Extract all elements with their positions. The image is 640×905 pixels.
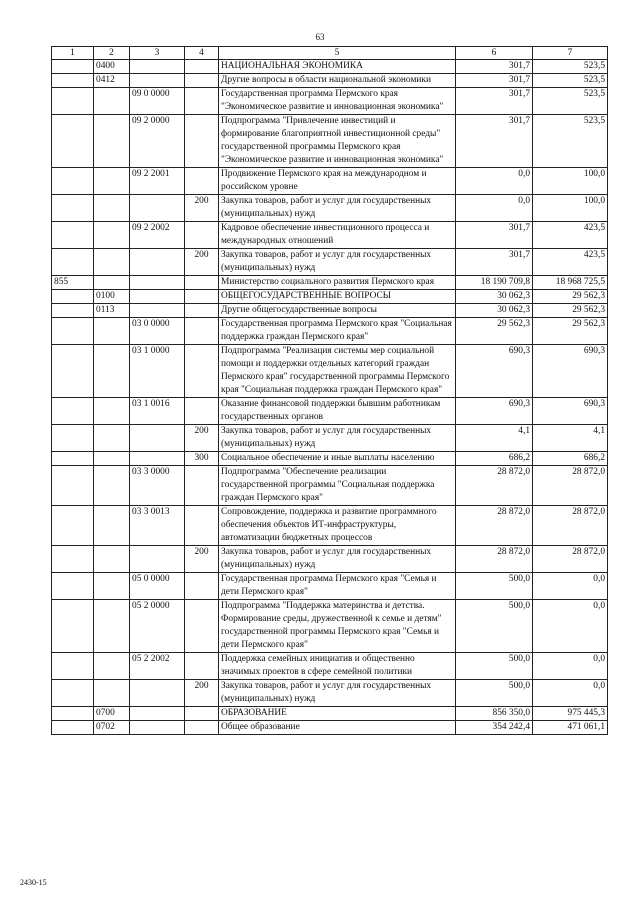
section-code-cell: 0113 xyxy=(94,304,130,318)
amount-2016-cell: 18 190 709,8 xyxy=(456,276,533,290)
expense-type-cell xyxy=(185,573,219,600)
table-row xyxy=(52,452,608,466)
amount-2016-cell: 500,0 xyxy=(456,600,533,653)
name-cell: Подпрограмма "Реализация системы мер социальной помощи и поддержки отдельных категорий граждан Пермского края" государственной программы Пермского края "Социальная поддержка граждан Пермского края" xyxy=(219,345,456,398)
name-cell: Кадровое обеспечение инвестиционного процесса и международных отношений xyxy=(219,222,456,249)
section-code-cell xyxy=(94,425,130,452)
amount-2017-cell: 0,0 xyxy=(533,653,608,680)
expense-type-cell xyxy=(185,506,219,546)
target-article-cell xyxy=(130,304,185,318)
expense-type-cell: 300 xyxy=(185,452,219,466)
header-col-5: 5 xyxy=(219,47,456,60)
amount-2016-cell: 28 872,0 xyxy=(456,546,533,573)
amount-2016-cell: 500,0 xyxy=(456,573,533,600)
expense-type-cell xyxy=(185,345,219,398)
section-code-cell xyxy=(94,680,130,707)
admin-code-cell xyxy=(52,546,94,573)
section-code-cell xyxy=(94,276,130,290)
section-code-cell xyxy=(94,345,130,398)
section-code-cell: 0700 xyxy=(94,707,130,721)
target-article-cell: 09 0 0000 xyxy=(130,88,185,115)
section-code-cell: 0702 xyxy=(94,721,130,735)
name-cell: ОБЩЕГОСУДАРСТВЕННЫЕ ВОПРОСЫ xyxy=(219,290,456,304)
expense-type-cell xyxy=(185,290,219,304)
amount-2016-cell: 301,7 xyxy=(456,88,533,115)
amount-2017-cell: 423,5 xyxy=(533,222,608,249)
table-row xyxy=(52,276,608,290)
name-cell: Другие вопросы в области национальной экономики xyxy=(219,74,456,88)
target-article-cell xyxy=(130,707,185,721)
amount-2016-cell: 0,0 xyxy=(456,168,533,195)
name-cell: Продвижение Пермского края на международном и российском уровне xyxy=(219,168,456,195)
amount-2016-cell: 500,0 xyxy=(456,653,533,680)
amount-2017-cell: 100,0 xyxy=(533,168,608,195)
amount-2017-cell: 29 562,3 xyxy=(533,318,608,345)
table-row xyxy=(52,680,608,707)
name-cell: Общее образование xyxy=(219,721,456,735)
amount-2017-cell: 686,2 xyxy=(533,452,608,466)
section-code-cell xyxy=(94,653,130,680)
admin-code-cell xyxy=(52,573,94,600)
target-article-cell: 09 2 2001 xyxy=(130,168,185,195)
name-cell: Подпрограмма "Обеспечение реализации государственной программы "Социальная поддержка граждан Пермского края" xyxy=(219,466,456,506)
expense-type-cell xyxy=(185,721,219,735)
expense-type-cell xyxy=(185,653,219,680)
expense-type-cell: 200 xyxy=(185,425,219,452)
amount-2017-cell: 523,5 xyxy=(533,60,608,74)
header-row xyxy=(52,47,608,60)
header-col-3: 3 xyxy=(130,47,185,60)
amount-2016-cell: 301,7 xyxy=(456,74,533,88)
target-article-cell xyxy=(130,680,185,707)
target-article-cell: 05 2 0000 xyxy=(130,600,185,653)
admin-code-cell xyxy=(52,195,94,222)
admin-code-cell xyxy=(52,466,94,506)
section-code-cell xyxy=(94,398,130,425)
section-code-cell xyxy=(94,222,130,249)
amount-2017-cell: 0,0 xyxy=(533,600,608,653)
amount-2017-cell: 690,3 xyxy=(533,345,608,398)
section-code-cell: 0412 xyxy=(94,74,130,88)
amount-2016-cell: 28 872,0 xyxy=(456,466,533,506)
admin-code-cell xyxy=(52,398,94,425)
admin-code-cell xyxy=(52,318,94,345)
amount-2016-cell: 30 062,3 xyxy=(456,290,533,304)
name-cell: Министерство социального развития Пермского края xyxy=(219,276,456,290)
section-code-cell xyxy=(94,546,130,573)
amount-2016-cell: 29 562,3 xyxy=(456,318,533,345)
target-article-cell xyxy=(130,74,185,88)
header-col-1: 1 xyxy=(52,47,94,60)
admin-code-cell xyxy=(52,115,94,168)
section-code-cell xyxy=(94,506,130,546)
footer-code: 2430-15 xyxy=(20,878,47,887)
name-cell: Сопровождение, поддержка и развитие программного обеспечения объектов ИТ-инфраструктуры, автоматизации бюджетных процессов xyxy=(219,506,456,546)
admin-code-cell xyxy=(52,249,94,276)
header-col-2: 2 xyxy=(94,47,130,60)
amount-2017-cell: 523,5 xyxy=(533,115,608,168)
table-row xyxy=(52,546,608,573)
table-row xyxy=(52,195,608,222)
amount-2016-cell: 4,1 xyxy=(456,425,533,452)
target-article-cell xyxy=(130,249,185,276)
amount-2016-cell: 28 872,0 xyxy=(456,506,533,546)
table-row xyxy=(52,318,608,345)
expense-type-cell: 200 xyxy=(185,546,219,573)
amount-2017-cell: 29 562,3 xyxy=(533,304,608,318)
amount-2017-cell: 423,5 xyxy=(533,249,608,276)
target-article-cell xyxy=(130,276,185,290)
header-col-6: 6 xyxy=(456,47,533,60)
amount-2016-cell: 354 242,4 xyxy=(456,721,533,735)
target-article-cell: 03 3 0000 xyxy=(130,466,185,506)
expense-type-cell xyxy=(185,276,219,290)
section-code-cell: 0100 xyxy=(94,290,130,304)
expense-type-cell xyxy=(185,74,219,88)
section-code-cell xyxy=(94,115,130,168)
target-article-cell xyxy=(130,425,185,452)
target-article-cell: 05 2 2002 xyxy=(130,653,185,680)
amount-2017-cell: 100,0 xyxy=(533,195,608,222)
target-article-cell xyxy=(130,290,185,304)
amount-2017-cell: 29 562,3 xyxy=(533,290,608,304)
section-code-cell: 0400 xyxy=(94,60,130,74)
expense-type-cell xyxy=(185,60,219,74)
amount-2017-cell: 523,5 xyxy=(533,74,608,88)
amount-2017-cell: 28 872,0 xyxy=(533,506,608,546)
admin-code-cell xyxy=(52,345,94,398)
table-row xyxy=(52,425,608,452)
amount-2016-cell: 301,7 xyxy=(456,115,533,168)
table-row xyxy=(52,506,608,546)
table-row xyxy=(52,304,608,318)
section-code-cell xyxy=(94,195,130,222)
admin-code-cell xyxy=(52,74,94,88)
amount-2016-cell: 30 062,3 xyxy=(456,304,533,318)
expense-type-cell: 200 xyxy=(185,249,219,276)
admin-code-cell xyxy=(52,60,94,74)
admin-code-cell xyxy=(52,290,94,304)
table-row xyxy=(52,653,608,680)
table-row xyxy=(52,60,608,74)
name-cell: Закупка товаров, работ и услуг для государственных (муниципальных) нужд xyxy=(219,425,456,452)
expense-type-cell xyxy=(185,222,219,249)
name-cell: Закупка товаров, работ и услуг для государственных (муниципальных) нужд xyxy=(219,195,456,222)
admin-code-cell xyxy=(52,707,94,721)
admin-code-cell xyxy=(52,304,94,318)
admin-code-cell xyxy=(52,600,94,653)
target-article-cell xyxy=(130,195,185,222)
table-row xyxy=(52,222,608,249)
amount-2017-cell: 28 872,0 xyxy=(533,466,608,506)
amount-2016-cell: 301,7 xyxy=(456,249,533,276)
table-row xyxy=(52,290,608,304)
amount-2017-cell: 975 445,3 xyxy=(533,707,608,721)
amount-2017-cell: 690,3 xyxy=(533,398,608,425)
admin-code-cell xyxy=(52,425,94,452)
name-cell: Подпрограмма "Привлечение инвестиций и формирование благоприятной инвестиционной среды" государственной программы Пермского края "Экономическое развитие и инновационная экономика" xyxy=(219,115,456,168)
expense-type-cell xyxy=(185,318,219,345)
table-row xyxy=(52,74,608,88)
budget-table xyxy=(51,46,608,735)
amount-2016-cell: 0,0 xyxy=(456,195,533,222)
table-row xyxy=(52,88,608,115)
name-cell: Государственная программа Пермского края "Семья и дети Пермского края" xyxy=(219,573,456,600)
table-row xyxy=(52,600,608,653)
page-number: 63 xyxy=(315,32,325,42)
header-col-7: 7 xyxy=(533,47,608,60)
amount-2017-cell: 523,5 xyxy=(533,88,608,115)
amount-2017-cell: 0,0 xyxy=(533,573,608,600)
admin-code-cell xyxy=(52,222,94,249)
expense-type-cell xyxy=(185,466,219,506)
name-cell: Закупка товаров, работ и услуг для государственных (муниципальных) нужд xyxy=(219,249,456,276)
admin-code-cell xyxy=(52,88,94,115)
amount-2016-cell: 686,2 xyxy=(456,452,533,466)
amount-2016-cell: 690,3 xyxy=(456,345,533,398)
admin-code-cell xyxy=(52,653,94,680)
amount-2017-cell: 471 061,1 xyxy=(533,721,608,735)
expense-type-cell xyxy=(185,398,219,425)
section-code-cell xyxy=(94,573,130,600)
name-cell: НАЦИОНАЛЬНАЯ ЭКОНОМИКА xyxy=(219,60,456,74)
name-cell: Закупка товаров, работ и услуг для государственных (муниципальных) нужд xyxy=(219,680,456,707)
target-article-cell: 09 2 0000 xyxy=(130,115,185,168)
table-row xyxy=(52,115,608,168)
table-row xyxy=(52,707,608,721)
admin-code-cell xyxy=(52,721,94,735)
section-code-cell xyxy=(94,249,130,276)
target-article-cell: 03 3 0013 xyxy=(130,506,185,546)
target-article-cell xyxy=(130,546,185,573)
admin-code-cell: 855 xyxy=(52,276,94,290)
header-col-4: 4 xyxy=(185,47,219,60)
table-row xyxy=(52,398,608,425)
section-code-cell xyxy=(94,168,130,195)
target-article-cell: 03 1 0016 xyxy=(130,398,185,425)
amount-2017-cell: 18 968 725,5 xyxy=(533,276,608,290)
amount-2016-cell: 500,0 xyxy=(456,680,533,707)
amount-2016-cell: 856 350,0 xyxy=(456,707,533,721)
admin-code-cell xyxy=(52,168,94,195)
table-row xyxy=(52,466,608,506)
name-cell: Оказание финансовой поддержки бывшим работникам государственных органов xyxy=(219,398,456,425)
table-row xyxy=(52,573,608,600)
admin-code-cell xyxy=(52,452,94,466)
expense-type-cell: 200 xyxy=(185,195,219,222)
name-cell: Поддержка семейных инициатив и общественно значимых проектов в сфере семейной политики xyxy=(219,653,456,680)
admin-code-cell xyxy=(52,680,94,707)
amount-2016-cell: 690,3 xyxy=(456,398,533,425)
target-article-cell xyxy=(130,721,185,735)
amount-2016-cell: 301,7 xyxy=(456,60,533,74)
target-article-cell: 03 0 0000 xyxy=(130,318,185,345)
expense-type-cell xyxy=(185,115,219,168)
expense-type-cell xyxy=(185,88,219,115)
section-code-cell xyxy=(94,466,130,506)
name-cell: Социальное обеспечение и иные выплаты населению xyxy=(219,452,456,466)
amount-2016-cell: 301,7 xyxy=(456,222,533,249)
table-row xyxy=(52,249,608,276)
amount-2017-cell: 28 872,0 xyxy=(533,546,608,573)
name-cell: Подпрограмма "Поддержка материнства и детства. Формирование среды, дружественной к семье и детям" государственной программы Пермского края "Семья и дети Пермского края" xyxy=(219,600,456,653)
section-code-cell xyxy=(94,88,130,115)
expense-type-cell xyxy=(185,168,219,195)
target-article-cell: 09 2 2002 xyxy=(130,222,185,249)
target-article-cell: 03 1 0000 xyxy=(130,345,185,398)
expense-type-cell: 200 xyxy=(185,680,219,707)
expense-type-cell xyxy=(185,600,219,653)
amount-2017-cell: 4,1 xyxy=(533,425,608,452)
amount-2017-cell: 0,0 xyxy=(533,680,608,707)
section-code-cell xyxy=(94,318,130,345)
expense-type-cell xyxy=(185,304,219,318)
name-cell: Другие общегосударственные вопросы xyxy=(219,304,456,318)
name-cell: Государственная программа Пермского края "Экономическое развитие и инновационная экономика" xyxy=(219,88,456,115)
admin-code-cell xyxy=(52,506,94,546)
section-code-cell xyxy=(94,600,130,653)
name-cell: Государственная программа Пермского края "Социальная поддержка граждан Пермского края" xyxy=(219,318,456,345)
target-article-cell xyxy=(130,60,185,74)
name-cell: ОБРАЗОВАНИЕ xyxy=(219,707,456,721)
table-row xyxy=(52,345,608,398)
name-cell: Закупка товаров, работ и услуг для государственных (муниципальных) нужд xyxy=(219,546,456,573)
section-code-cell xyxy=(94,452,130,466)
target-article-cell xyxy=(130,452,185,466)
table-row xyxy=(52,721,608,735)
table-row xyxy=(52,168,608,195)
expense-type-cell xyxy=(185,707,219,721)
target-article-cell: 05 0 0000 xyxy=(130,573,185,600)
